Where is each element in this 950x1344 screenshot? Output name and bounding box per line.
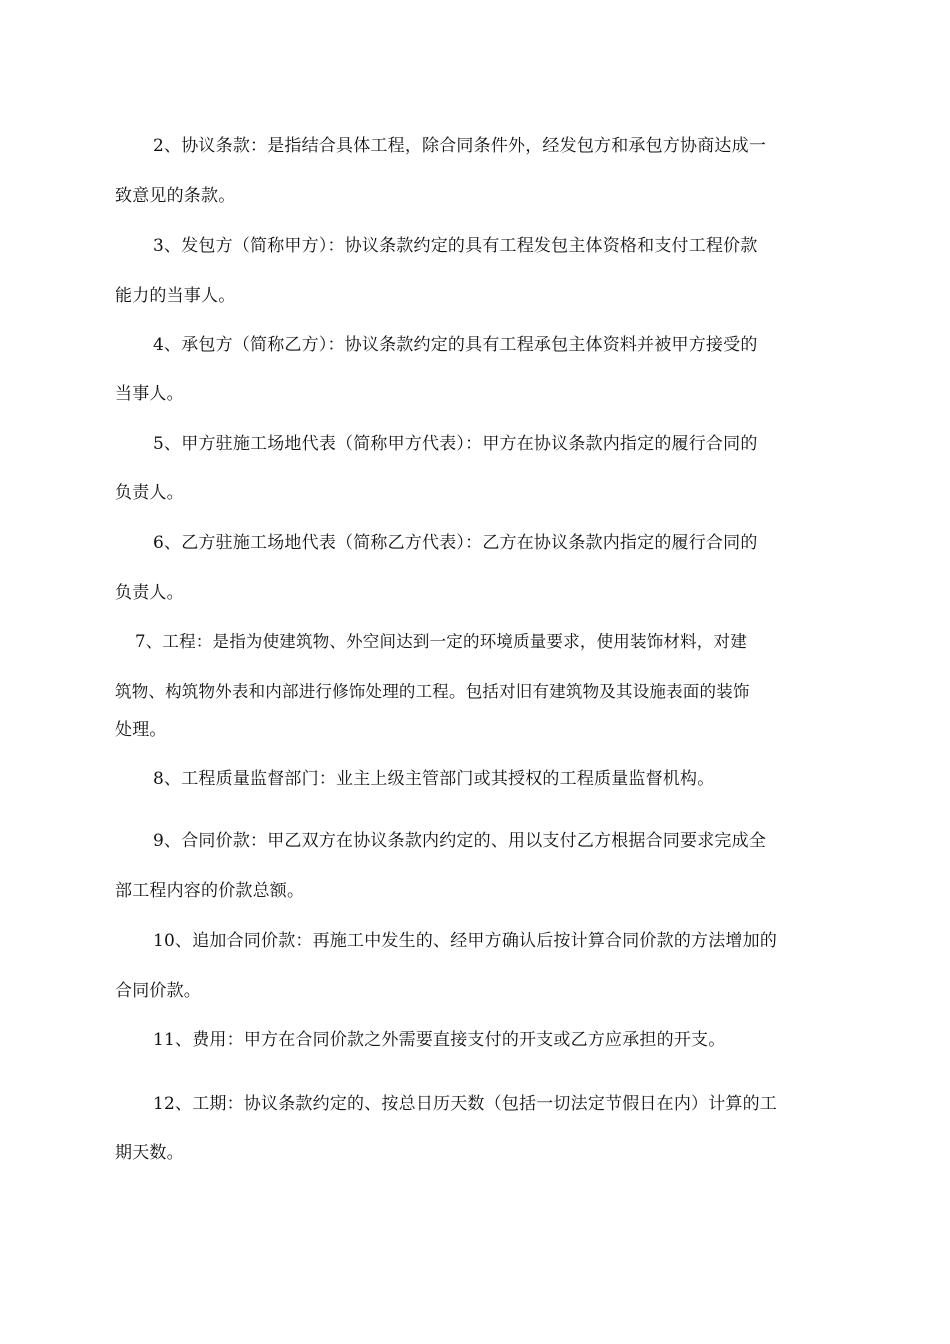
line-4: 能力的当事人。 — [115, 286, 236, 306]
line-16: 部工程内容的价款总额。 — [115, 881, 305, 901]
line-2: 致意见的条款。 — [115, 186, 236, 206]
line-12: 筑物、构筑物外表和内部进行修饰处理的工程。包括对旧有建筑物及其设施表面的装饰 — [115, 682, 750, 701]
line-6: 当事人。 — [115, 384, 184, 404]
line-10: 负责人。 — [115, 583, 184, 603]
line-19: 11、费用：甲方在合同价款之外需要直接支付的开支或乙方应承担的开支。 — [153, 1030, 726, 1050]
line-15: 9、合同价款：甲乙双方在协议条款内约定的、用以支付乙方根据合同要求完成全 — [153, 831, 767, 851]
line-7: 5、甲方驻施工场地代表（简称甲方代表）：甲方在协议条款内指定的履行合同的 — [153, 434, 758, 454]
line-5: 4、承包方（简称乙方）：协议条款约定的具有工程承包主体资料并被甲方接受的 — [153, 335, 758, 355]
line-3: 3、发包方（简称甲方）：协议条款约定的具有工程发包主体资格和支付工程价款 — [153, 236, 758, 256]
line-9: 6、乙方驻施工场地代表（简称乙方代表）：乙方在协议条款内指定的履行合同的 — [153, 533, 758, 553]
line-13: 处理。 — [115, 720, 167, 740]
line-21: 期天数。 — [115, 1143, 184, 1163]
line-14: 8、工程质量监督部门：业主上级主管部门或其授权的工程质量监督机构。 — [153, 769, 715, 789]
line-11: 7、工程：是指为使建筑物、外空间达到一定的环境质量要求，使用装饰材料，对建 — [135, 632, 747, 651]
line-1: 2、协议条款：是指结合具体工程，除合同条件外，经发包方和承包方协商达成一 — [153, 136, 767, 156]
line-8: 负责人。 — [115, 483, 184, 503]
line-17: 10、追加合同价款：再施工中发生的、经甲方确认后按计算合同价款的方法增加的 — [153, 931, 778, 951]
line-18: 合同价款。 — [115, 981, 201, 1001]
line-20: 12、工期：协议条款约定的、按总日历天数（包括一切法定节假日在内）计算的工 — [153, 1094, 778, 1114]
